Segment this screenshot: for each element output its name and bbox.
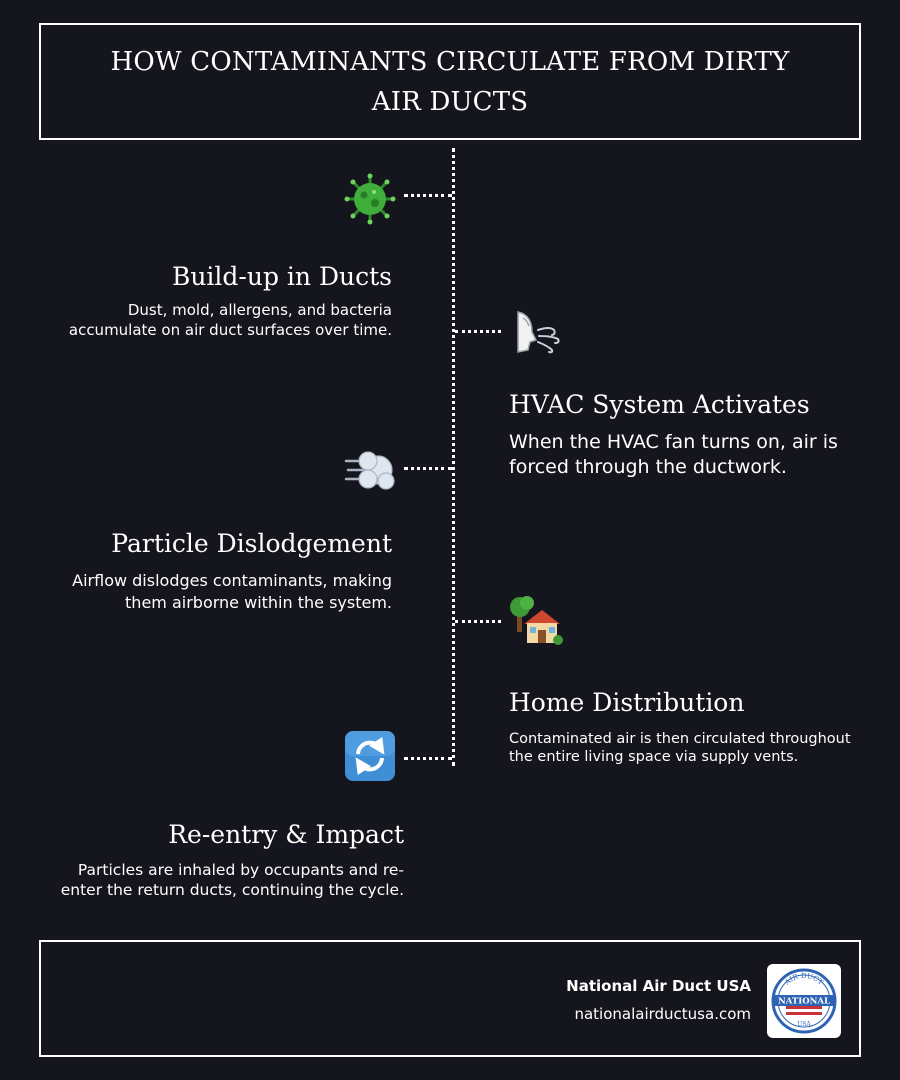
step-desc-hvac: When the HVAC fan turns on, air is forced through the ductwork. (509, 431, 838, 478)
page-title: HOW CONTAMINANTS CIRCULATE FROM DIRTY AIR DUCTS (110, 46, 790, 117)
logo-arc-text: AIR DUCT (783, 971, 825, 987)
footer-box (39, 940, 861, 1057)
logo-banner-text: NATIONAL (778, 996, 830, 1007)
connector-1 (404, 194, 452, 197)
step-title-distribution: Home Distribution (509, 688, 745, 717)
wind-face-icon (510, 306, 564, 360)
connector-5 (404, 757, 452, 760)
connector-2 (455, 330, 501, 333)
step-desc-dislodgement: Airflow dislodges contaminants, making them airborne within the system. (72, 571, 392, 612)
company-name: National Air Duct USA (566, 977, 751, 995)
step-desc-build-up: Dust, mold, allergens, and bacteria accumulate on air duct surfaces over time. (68, 301, 392, 339)
house-with-tree-icon (510, 594, 564, 648)
company-website-link[interactable]: nationalairductusa.com (574, 1005, 751, 1023)
company-logo (767, 964, 841, 1038)
virus-icon (343, 172, 397, 226)
recycle-arrows-icon (343, 729, 397, 783)
connector-4 (455, 620, 501, 623)
connector-3 (404, 467, 452, 470)
step-title-reentry: Re-entry & Impact (168, 820, 404, 849)
timeline-line (452, 148, 455, 766)
step-title-dislodgement: Particle Dislodgement (111, 529, 392, 558)
step-desc-distribution: Contaminated air is then circulated throughout the entire living space via supply vents. (509, 731, 851, 765)
step-desc-reentry: Particles are inhaled by occupants and re-enter the return ducts, continuing the cycle. (60, 861, 404, 899)
title-box (39, 23, 861, 140)
logo-bottom-text: USA (797, 1021, 811, 1028)
step-title-hvac: HVAC System Activates (509, 390, 810, 419)
dust-cloud-icon (344, 443, 398, 497)
step-title-build-up: Build-up in Ducts (171, 262, 392, 291)
